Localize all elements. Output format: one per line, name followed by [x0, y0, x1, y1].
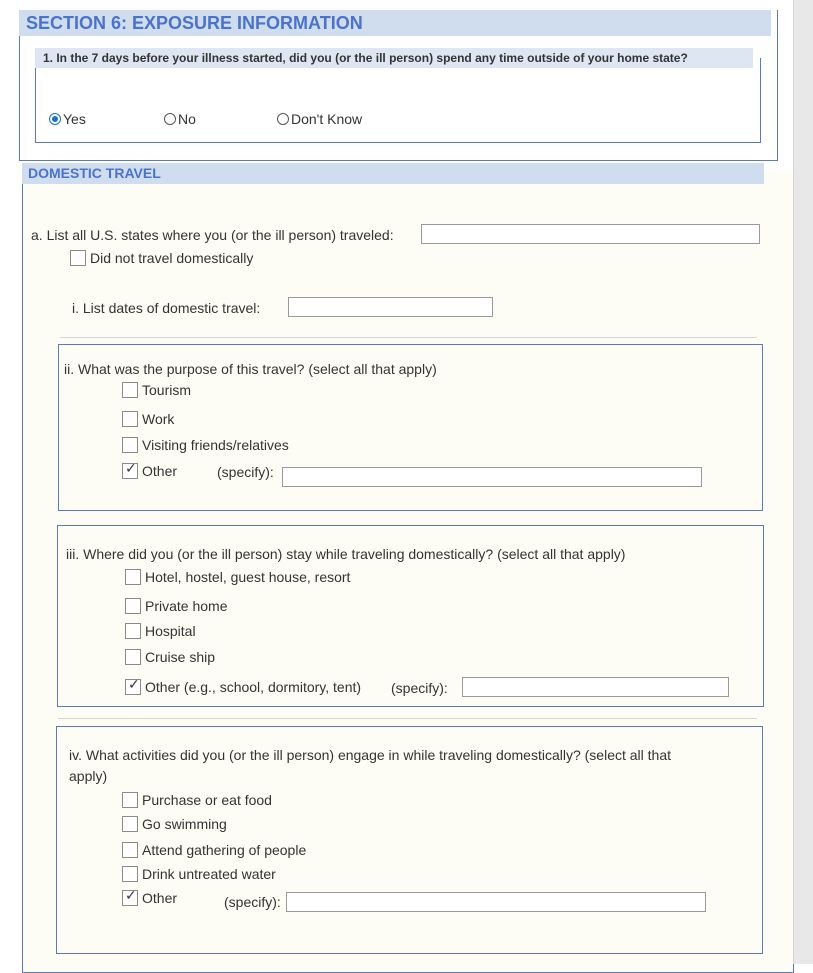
- radio-yes-label: Yes: [63, 111, 86, 127]
- activity-other-label: Other: [142, 890, 178, 906]
- stay-specify-input[interactable]: [462, 677, 729, 697]
- purpose-other-label: Other: [142, 463, 178, 479]
- no-domestic-travel-checkbox-row[interactable]: [70, 250, 253, 266]
- dates-input[interactable]: [288, 297, 493, 317]
- radio-dont-know-indicator[interactable]: [277, 113, 289, 125]
- purpose-option-visiting[interactable]: [122, 437, 289, 453]
- private-home-checkbox[interactable]: [125, 598, 141, 614]
- divider: [60, 337, 757, 338]
- purpose-specify-input[interactable]: [282, 467, 702, 487]
- stay-option-private-home[interactable]: [125, 598, 227, 614]
- stay-specify-label: (specify):: [391, 680, 448, 696]
- food-checkbox[interactable]: [122, 792, 138, 808]
- stay-question: iii. Where did you (or the ill person) stay while traveling domestically? (select all that apply): [66, 546, 626, 562]
- purpose-option-work[interactable]: [122, 411, 174, 427]
- radio-yes[interactable]: [49, 111, 86, 127]
- activity-option-water[interactable]: [122, 866, 276, 882]
- question-1-label: 1. In the 7 days before your illness started, did you (or the ill person) spend any time outside of your home state?: [43, 51, 688, 65]
- question-1-panel: [35, 58, 761, 143]
- visiting-checkbox[interactable]: [122, 437, 138, 453]
- activities-question-line1: iv. What activities did you (or the ill person) engage in while traveling domestically? (select all that: [69, 747, 672, 763]
- activity-other-checkbox[interactable]: [122, 890, 138, 906]
- tourism-checkbox[interactable]: [122, 382, 138, 398]
- stay-option-hotel[interactable]: [125, 569, 350, 585]
- activity-specify-input[interactable]: [286, 892, 706, 912]
- swimming-checkbox[interactable]: [122, 816, 138, 832]
- dates-label: i. List dates of domestic travel:: [72, 300, 261, 316]
- radio-no-label: No: [178, 111, 196, 127]
- activity-option-swimming[interactable]: [122, 816, 227, 832]
- tourism-label: Tourism: [142, 382, 192, 398]
- scrollbar[interactable]: [793, 0, 813, 964]
- activity-option-other[interactable]: [122, 890, 177, 906]
- hospital-label: Hospital: [145, 623, 196, 639]
- radio-dont-know[interactable]: [277, 111, 362, 127]
- work-checkbox[interactable]: [122, 411, 138, 427]
- states-label: a. List all U.S. states where you (or the ill person) traveled:: [31, 227, 394, 243]
- hotel-label: Hotel, hostel, guest house, resort: [145, 569, 351, 585]
- purpose-option-other[interactable]: [122, 463, 177, 479]
- stay-option-cruise-ship[interactable]: [125, 649, 215, 665]
- no-domestic-travel-checkbox[interactable]: [70, 250, 86, 266]
- section-title: SECTION 6: EXPOSURE INFORMATION: [26, 13, 363, 33]
- radio-no-indicator[interactable]: [164, 113, 176, 125]
- hotel-checkbox[interactable]: [125, 569, 141, 585]
- hospital-checkbox[interactable]: [125, 623, 141, 639]
- radio-dont-know-label: Don't Know: [291, 111, 363, 127]
- divider: [58, 718, 757, 719]
- activities-question-line2: apply): [69, 768, 108, 784]
- activity-option-food[interactable]: [122, 792, 272, 808]
- states-input[interactable]: [421, 224, 760, 244]
- stay-other-checkbox[interactable]: [125, 679, 141, 695]
- private-home-label: Private home: [145, 598, 228, 614]
- domestic-travel-title: DOMESTIC TRAVEL: [28, 165, 161, 181]
- stay-option-other[interactable]: [125, 679, 361, 695]
- purpose-other-checkbox[interactable]: [122, 463, 138, 479]
- stay-option-hospital[interactable]: [125, 623, 196, 639]
- visiting-label: Visiting friends/relatives: [142, 437, 289, 453]
- no-domestic-travel-label: Did not travel domestically: [90, 250, 254, 266]
- gathering-checkbox[interactable]: [122, 842, 138, 858]
- activity-specify-label: (specify):: [224, 894, 281, 910]
- water-checkbox[interactable]: [122, 866, 138, 882]
- food-label: Purchase or eat food: [142, 792, 272, 808]
- stay-other-label: Other (e.g., school, dormitory, tent): [145, 679, 362, 695]
- purpose-option-tourism[interactable]: [122, 382, 191, 398]
- cruise-ship-label: Cruise ship: [145, 649, 216, 665]
- gathering-label: Attend gathering of people: [142, 842, 307, 858]
- activity-option-gathering[interactable]: [122, 842, 306, 858]
- purpose-specify-label: (specify):: [217, 464, 274, 480]
- work-label: Work: [142, 411, 175, 427]
- cruise-ship-checkbox[interactable]: [125, 649, 141, 665]
- water-label: Drink untreated water: [142, 866, 276, 882]
- purpose-question: ii. What was the purpose of this travel? (select all that apply): [64, 361, 437, 377]
- radio-yes-indicator[interactable]: [49, 113, 61, 125]
- swimming-label: Go swimming: [142, 816, 227, 832]
- radio-no[interactable]: [164, 111, 196, 127]
